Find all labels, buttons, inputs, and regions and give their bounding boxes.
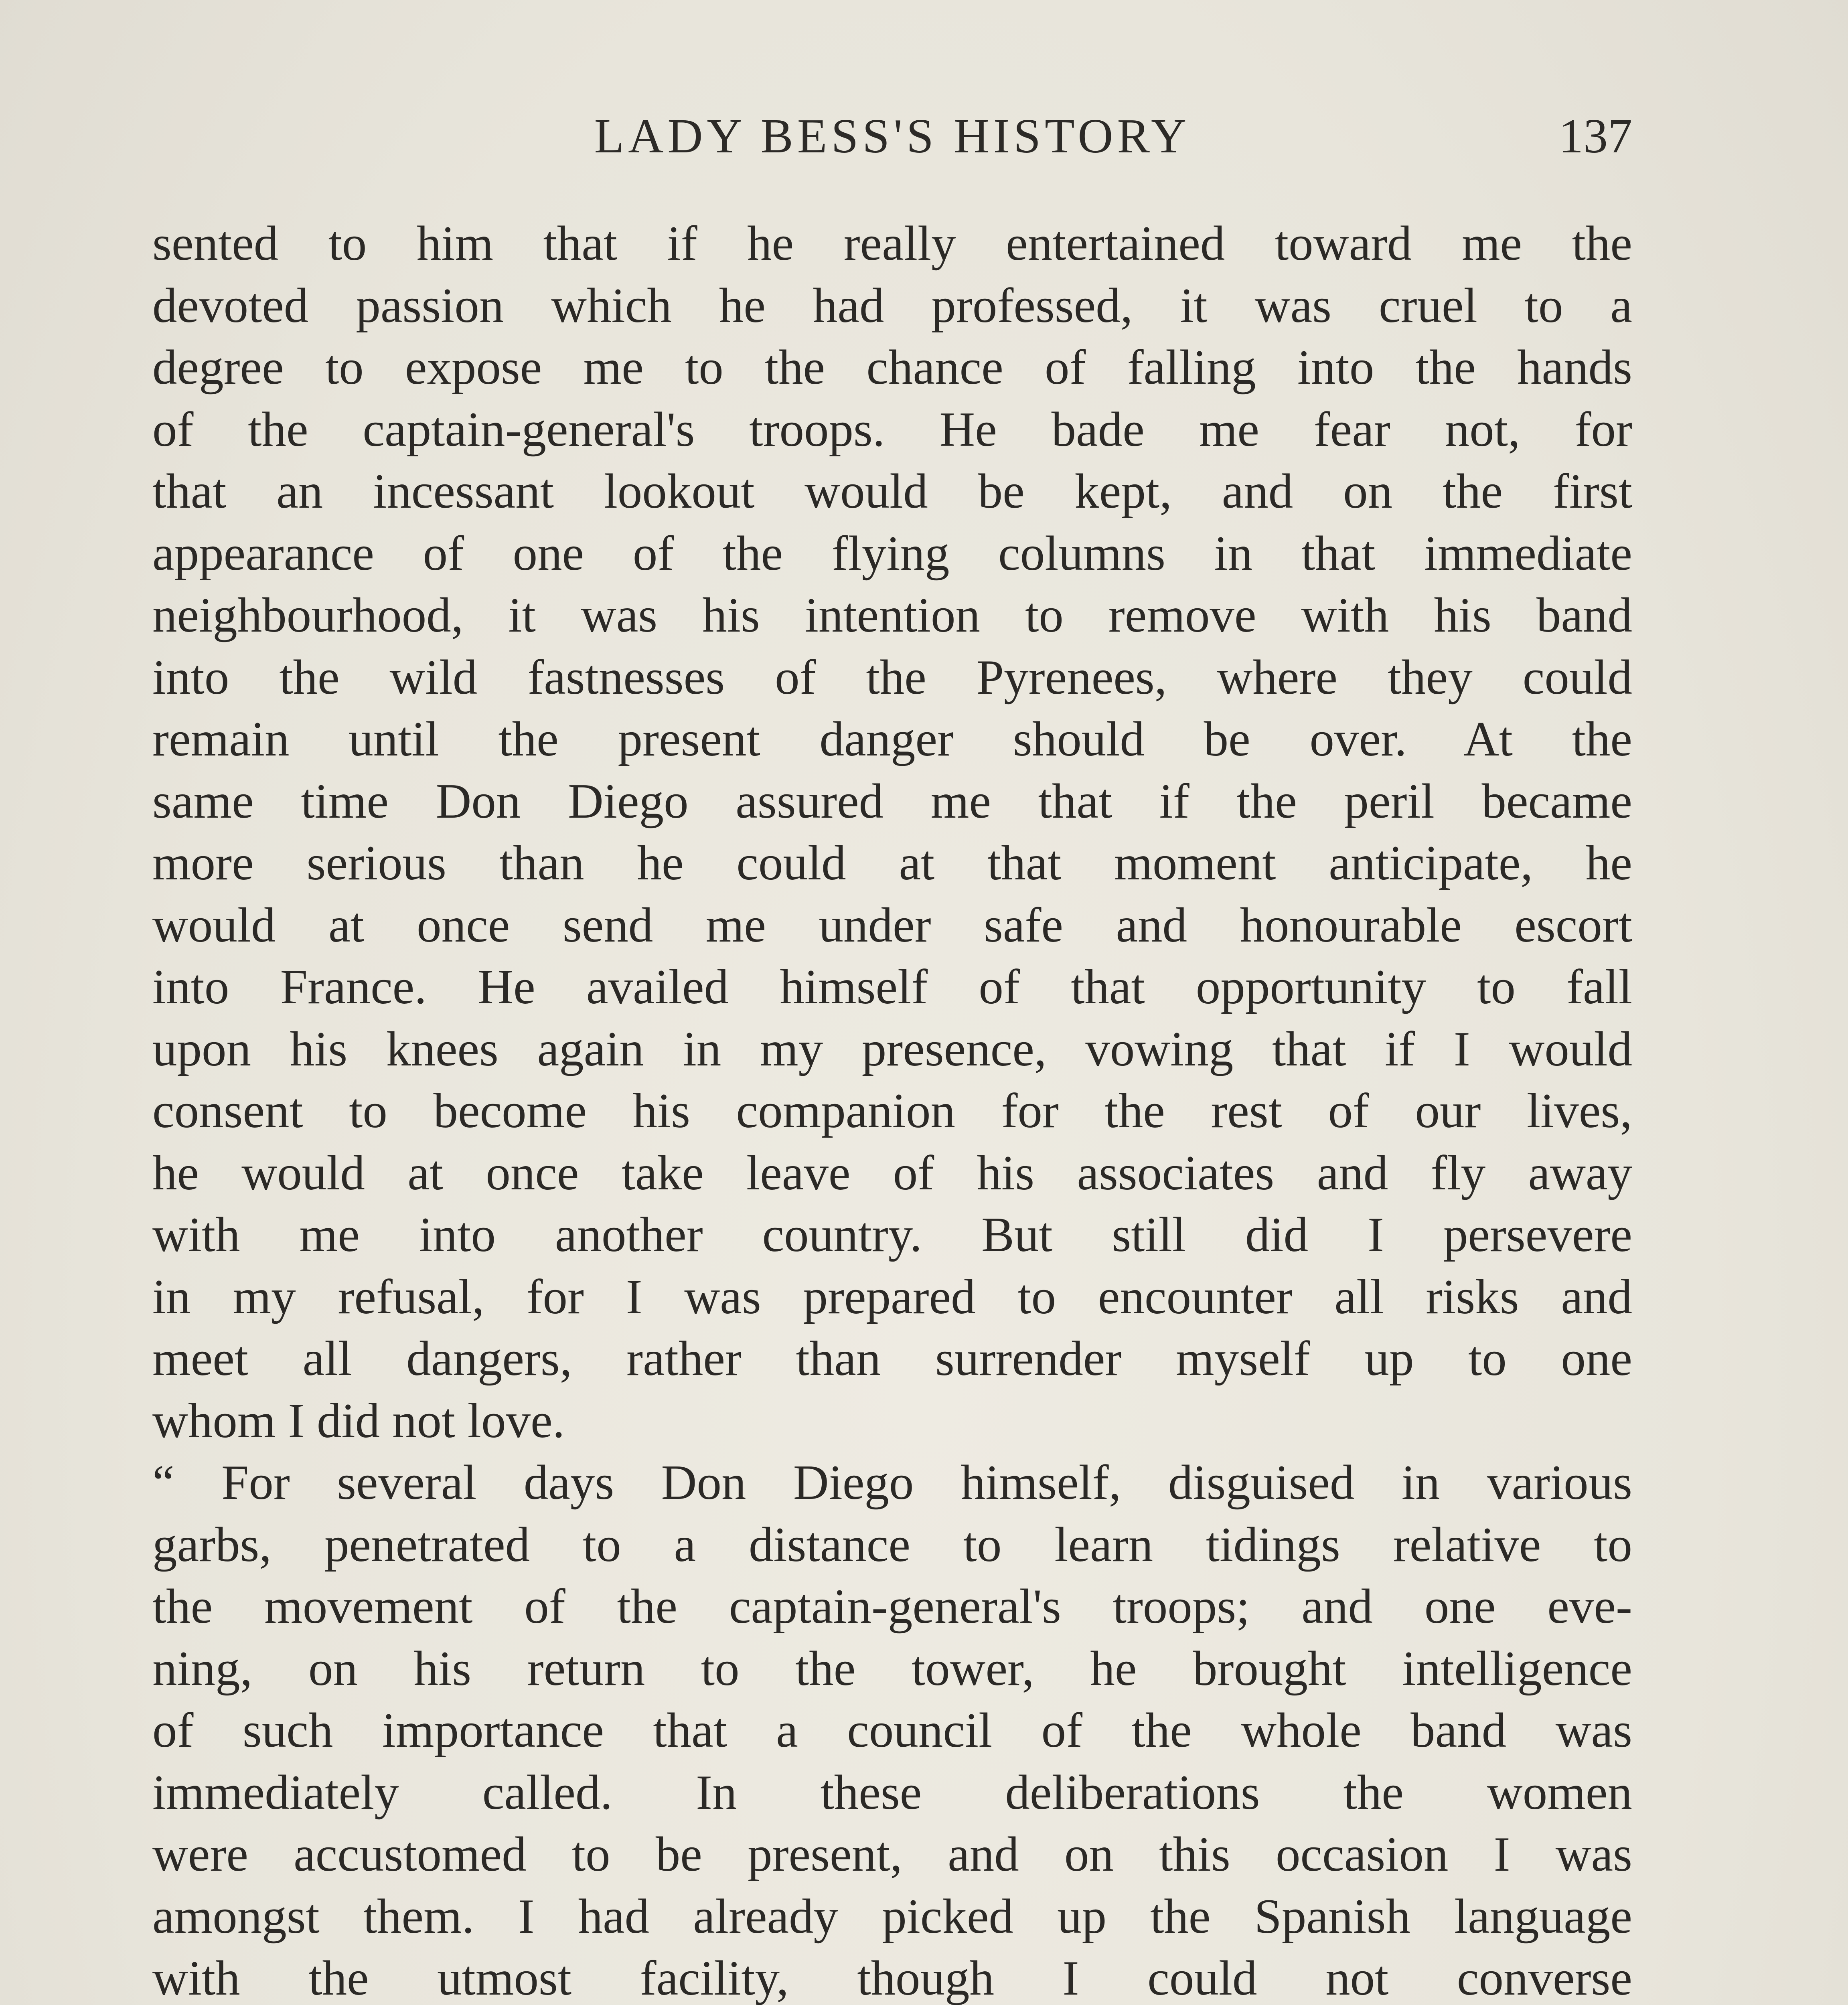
text-line: garbs, penetrated to a distance to learn tidings relative to — [152, 1517, 1632, 1572]
text-line: with the utmost facility, though I could not converse — [152, 1950, 1632, 2005]
text-line: into the wild fastnesses of the Pyrenees, where they could — [152, 649, 1632, 705]
text-line: upon his knees again in my presence, vowing that if I would — [152, 1021, 1632, 1076]
text-line: consent to become his companion for the rest of our lives, — [152, 1083, 1632, 1138]
text-line: devoted passion which he had professed, it was cruel to a — [152, 277, 1632, 333]
text-line: of such importance that a council of the whole band was — [152, 1703, 1632, 1758]
text-line: immediately called. In these deliberations the women — [152, 1764, 1632, 1820]
text-line: the movement of the captain-general's troops; and one eve- — [152, 1579, 1632, 1634]
text-line: ning, on his return to the tower, he brought intelligence — [152, 1640, 1632, 1696]
text-line: sented to him that if he really entertained toward me the — [152, 216, 1632, 271]
text-line: degree to expose me to the chance of falling into the hands — [152, 340, 1632, 395]
text-line: would at once send me under safe and honourable escort — [152, 897, 1632, 952]
body-text — [152, 213, 1632, 2005]
page-header — [152, 100, 1632, 172]
text-line: same time Don Diego assured me that if the peril became — [152, 773, 1632, 828]
page-number: 137 — [1559, 109, 1632, 163]
text-line: with me into another country. But still did I persevere — [152, 1207, 1632, 1262]
text-line: he would at once take leave of his associates and fly away — [152, 1145, 1632, 1200]
text-line: neighbourhood, it was his intention to remove with his band — [152, 587, 1632, 642]
text-line: “ For several days Don Diego himself, disguised in various — [152, 1455, 1632, 1510]
text-line: more serious than he could at that moment anticipate, he — [152, 835, 1632, 890]
text-line: were accustomed to be present, and on this occasion I was — [152, 1827, 1632, 1881]
text-line: that an incessant lookout would be kept, and on the first — [152, 464, 1632, 518]
text-line: remain until the present danger should be over. At the — [152, 711, 1632, 766]
text-line: into France. He availed himself of that opportunity to fall — [152, 959, 1632, 1014]
text-line: appearance of one of the flying columns in that immediate — [152, 525, 1632, 581]
text-line: meet all dangers, rather than surrender myself up to one — [152, 1331, 1632, 1386]
text-line: whom I did not love. — [152, 1393, 565, 1448]
running-title: LADY BESS'S HISTORY — [594, 109, 1191, 163]
text-line: in my refusal, for I was prepared to encounter all risks and — [152, 1269, 1632, 1324]
text-line: of the captain-general's troops. He bade me fear not, for — [152, 401, 1632, 457]
text-line: amongst them. I had already picked up the Spanish language — [152, 1888, 1632, 1944]
